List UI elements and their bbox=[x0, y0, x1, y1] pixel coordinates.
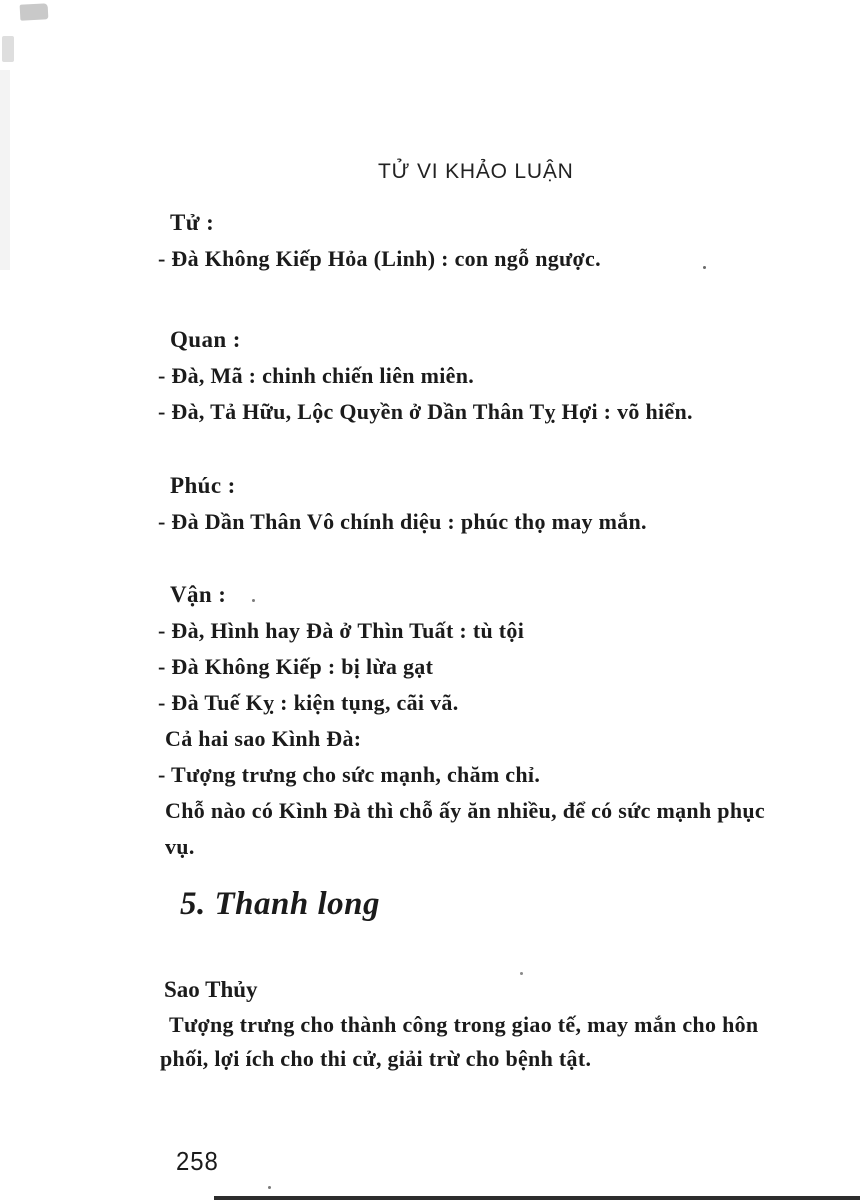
section-tu bbox=[158, 205, 818, 277]
running-header: TỬ VI KHẢO LUẬN bbox=[378, 160, 574, 183]
subsection-label: Sao Thủy bbox=[164, 977, 258, 1002]
section-label: Phúc : bbox=[170, 473, 236, 498]
scan-artifact-blob bbox=[20, 3, 49, 20]
scan-artifact-dot bbox=[520, 972, 523, 975]
section-phuc bbox=[158, 468, 818, 540]
text-line: - Tượng trưng cho sức mạnh, chăm chỉ. bbox=[158, 762, 541, 787]
subsection-sao-thuy bbox=[160, 972, 830, 1076]
text-line: Cả hai sao Kình Đà: bbox=[165, 726, 362, 751]
section-label: Quan : bbox=[170, 327, 241, 352]
text-line: - Đà Không Kiếp Hỏa (Linh) : con ngỗ ngược. bbox=[158, 246, 601, 271]
text-line: phối, lợi ích cho thi cử, giải trừ cho bệnh tật. bbox=[160, 1046, 592, 1071]
text-line: Tượng trưng cho thành công trong giao tế, may mắn cho hôn bbox=[169, 1012, 759, 1037]
page-number: 258 bbox=[176, 1146, 219, 1176]
text-line: - Đà, Mã : chinh chiến liên miên. bbox=[158, 363, 475, 388]
section-label: Tử : bbox=[170, 210, 215, 235]
section-van bbox=[158, 577, 818, 865]
chapter-heading: 5. Thanh long bbox=[180, 886, 380, 922]
scan-artifact-dot bbox=[268, 1186, 271, 1189]
scan-artifact-edge bbox=[0, 70, 10, 270]
scan-artifact-dot bbox=[252, 599, 255, 602]
text-line: - Đà Không Kiếp : bị lừa gạt bbox=[158, 654, 434, 679]
scan-artifact-blob bbox=[2, 36, 14, 62]
section-quan bbox=[158, 322, 818, 430]
scan-artifact-bottom-line bbox=[214, 1196, 860, 1200]
section-label: Vận : bbox=[170, 582, 227, 607]
text-line: vụ. bbox=[165, 834, 195, 859]
text-line: - Đà, Hình hay Đà ở Thìn Tuất : tù tội bbox=[158, 618, 525, 643]
scan-artifact-dot bbox=[703, 266, 706, 269]
text-line: Chỗ nào có Kình Đà thì chỗ ấy ăn nhiều, để có sức mạnh phục bbox=[165, 798, 765, 823]
text-line: - Đà Dần Thân Vô chính diệu : phúc thọ may mắn. bbox=[158, 509, 647, 534]
text-line: - Đà Tuế Kỵ : kiện tụng, cãi vã. bbox=[158, 690, 459, 715]
text-line: - Đà, Tả Hữu, Lộc Quyền ở Dần Thân Tỵ Hợi : võ hiển. bbox=[158, 399, 693, 424]
